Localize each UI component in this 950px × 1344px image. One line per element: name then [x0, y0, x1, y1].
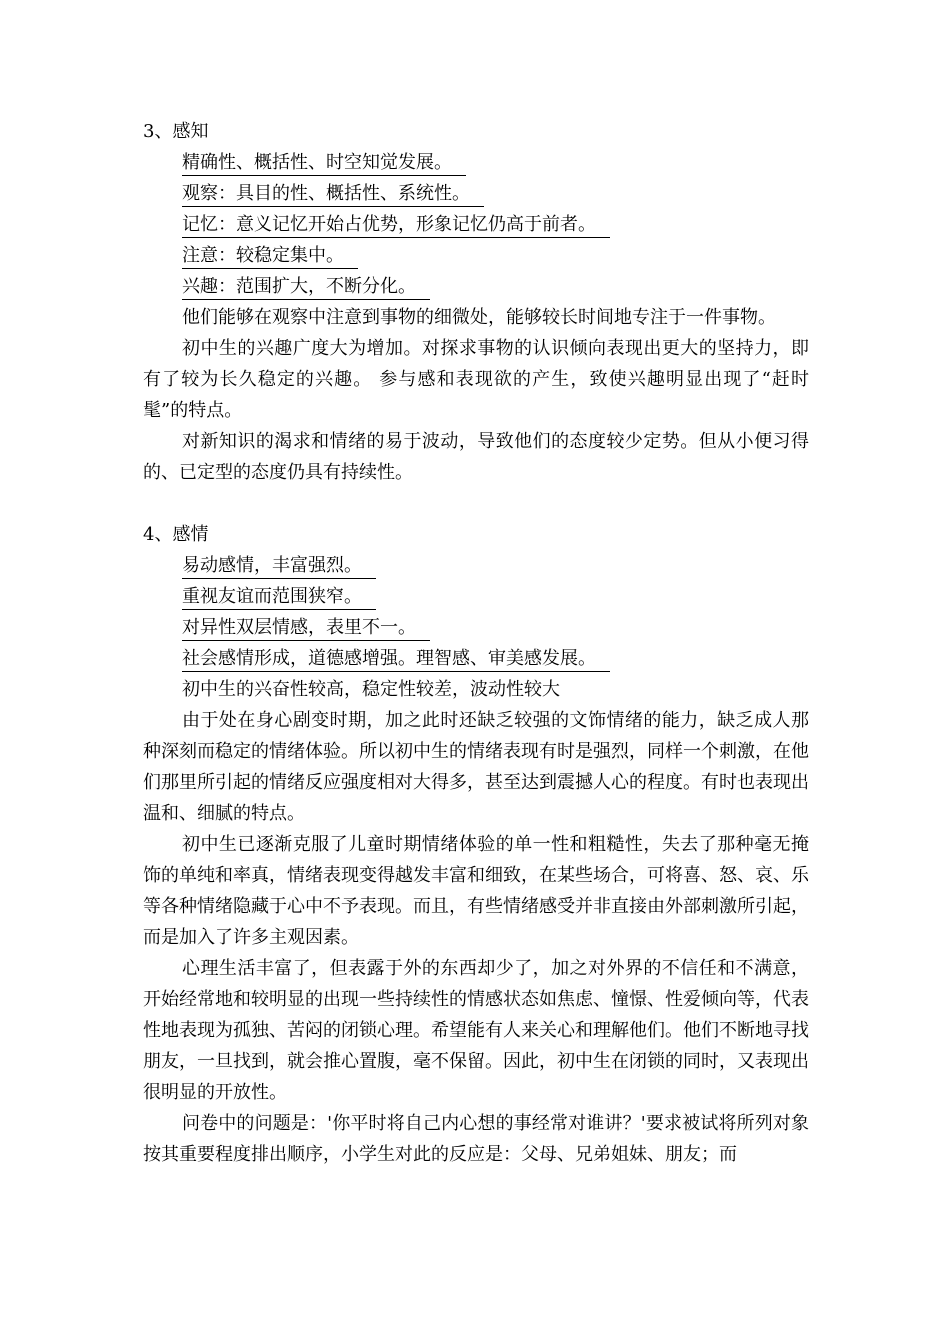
- body-paragraph: 初中生已逐渐克服了儿童时期情绪体验的单一性和粗糙性，失去了那种毫无掩饰的单纯和率真，情绪表现变得越发丰富和细致，在某些场合，可将喜、怒、哀、乐等各种情绪隐藏于心中不予表现。而且，有些情绪感受并非直接由外部刺激所引起，而是加入了许多主观因素。: [143, 834, 809, 948]
- list-item: [143, 612, 809, 643]
- underlined-point: 社会感情形成，道德感增强。理智感、审美感发展。: [182, 648, 610, 672]
- body-paragraph: 问卷中的问题是：'你平时将自己内心想的事经常对谁讲？'要求被试将所列对象按其重要程度排出顺序，小学生对此的反应是：父母、兄弟姐妹、朋友；而: [143, 1113, 809, 1165]
- list-item: [143, 147, 809, 178]
- underlined-point: 注意：较稳定集中。: [182, 245, 358, 269]
- section-heading-emotion: 4、感情: [143, 524, 209, 545]
- underlined-point: 重视友谊而范围狭窄。: [182, 586, 376, 610]
- body-paragraph: 初中生的兴趣广度大为增加。对探求事物的认识倾向表现出更大的坚持力，即有了较为长久稳定的兴趣。 参与感和表现欲的产生，致使兴趣明显出现了“赶时髦”的特点。: [143, 338, 809, 421]
- section-heading-perception: 3、感知: [143, 121, 209, 142]
- list-item: [143, 240, 809, 271]
- section-gap: [143, 488, 809, 519]
- list-item: [143, 178, 809, 209]
- body-paragraph: 由于处在身心剧变时期，加之此时还缺乏较强的文饰情绪的能力，缺乏成人那种深刻而稳定的情绪体验。所以初中生的情绪表现有时是强烈，同样一个刺激，在他们那里所引起的情绪反应强度相对大得多，甚至达到震撼人心的程度。有时也表现出温和、细腻的特点。: [143, 710, 809, 824]
- list-item: [143, 643, 809, 674]
- body-paragraph: 心理生活丰富了，但表露于外的东西却少了，加之对外界的不信任和不满意，开始经常地和较明显的出现一些持续性的情感状态如焦虑、憧憬、性爱倾向等，代表性地表现为孤独、苦闷的闭锁心理。希望能有人来关心和理解他们。他们不断地寻找朋友，一旦找到，就会推心置腹，毫不保留。因此，初中生在闭锁的同时，又表现出很明显的开放性。: [143, 958, 809, 1103]
- underlined-point: 观察：具目的性、概括性、系统性。: [182, 183, 484, 207]
- body-paragraph: 初中生的兴奋性较高，稳定性较差，波动性较大: [182, 679, 560, 700]
- document-body: [143, 116, 809, 1170]
- underlined-point: 记忆：意义记忆开始占优势，形象记忆仍高于前者。: [182, 214, 610, 238]
- underlined-point: 兴趣：范围扩大，不断分化。: [182, 276, 430, 300]
- list-item: [143, 209, 809, 240]
- body-paragraph: 他们能够在观察中注意到事物的细微处，能够较长时间地专注于一件事物。: [182, 307, 776, 328]
- underlined-point: 对异性双层情感，表里不一。: [182, 617, 430, 641]
- underlined-point: 易动感情，丰富强烈。: [182, 555, 376, 579]
- list-item: [143, 550, 809, 581]
- underlined-point: 精确性、概括性、时空知觉发展。: [182, 152, 466, 176]
- list-item: [143, 581, 809, 612]
- list-item: [143, 271, 809, 302]
- body-paragraph: 对新知识的渴求和情绪的易于波动，导致他们的态度较少定势。但从小便习得的、已定型的态度仍具有持续性。: [143, 431, 809, 483]
